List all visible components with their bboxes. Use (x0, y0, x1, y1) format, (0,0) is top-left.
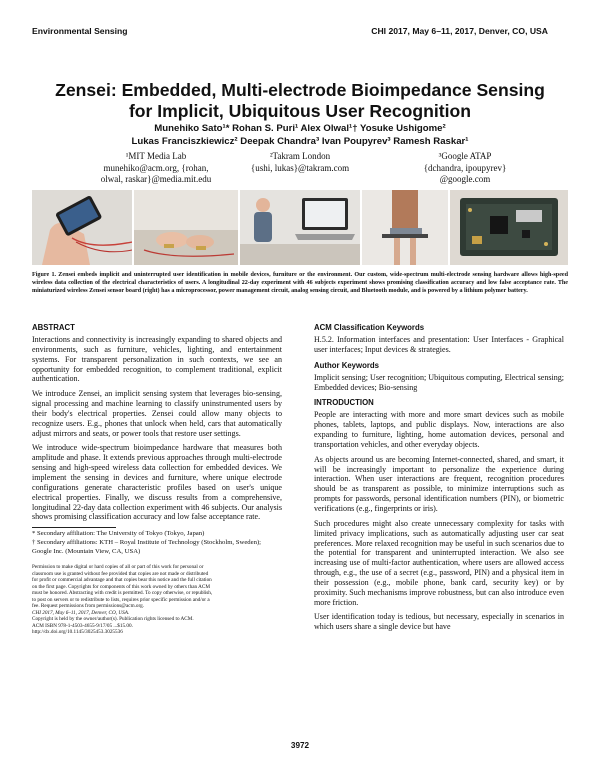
figure-caption: Figure 1. Zensei embeds implicit and uninterrupted user identification in mobile devices, furniture or the environment. Our custom, wide-spectrum multi-electrode sensing hardware allows high-speed wireless data collection of the electrical characteristics of users. A longitudinal 22-day experiment with 46 subjects experiment shows promising classification accuracy and low false acceptance rate. The miniaturized wireless Zensei sensor board (right) has a microprocessor, power management circuit, analog sensing circuit, and Bluetooth module, and is powered by a lithium polymer battery. (32, 272, 568, 295)
permission-line: CHI 2017, May 6–11, 2017, Denver, CO, USA. (32, 609, 130, 616)
permission-line: classroom use is granted without fee provided that copies are not made or distributed (32, 570, 209, 577)
section-heading-introduction: INTRODUCTION (314, 398, 374, 408)
running-header-left: Environmental Sensing (32, 26, 128, 36)
affiliation-mit (86, 151, 226, 186)
intro-paragraph: As objects around us are becoming Internet-connected, shared, and smart, it will be increasingly important to personalize the experience during interaction. When user interactions are frequent, recognition procedures should be as transparent as possible, to minimize interruptions such as prompts for passwords, personal identification numbers (PIN), or biometric verifications (e.g., fingerprints or iris). (314, 454, 564, 513)
affiliation-google (400, 151, 530, 186)
permission-line: for profit or commercial advantage and that copies bear this notice and the full citation (32, 577, 212, 584)
affiliation-name: ²Takram London (269, 151, 331, 161)
permission-line: to post on servers or to redistribute to lists, requires prior specific permission and/or a (32, 596, 210, 603)
photo-phone-in-hand (32, 190, 132, 265)
intro-paragraph: People are interacting with more and more smart devices such as mobile phones, tablets, laptops, and public displays. Now, interactions are also expanding to furniture, lighting, home automation devices, personal and transportation vehicles, and other everyday objects. (314, 410, 564, 449)
affiliation-email: olwal, raskar}@media.mit.edu (100, 174, 212, 184)
photo-sensor-board (450, 190, 568, 265)
footnote: † Secondary affiliations: KTH – Royal Institute of Technology (Stockholm, Sweden); Google Inc. (Mountain View, CA, USA) (32, 539, 262, 555)
affiliation-name: ³Google ATAP (438, 151, 492, 161)
permission-line: fee. Request permissions from permissions@acm.org. (32, 603, 145, 610)
affiliation-email: {ushi, lukas}@takram.com (250, 162, 350, 173)
intro-paragraph: User identification today is tedious, but necessary, especially in scenarios in which users share a single device but have (314, 612, 564, 632)
footnote: * Secondary affiliation: The University of Tokyo (Tokyo, Japan) (32, 530, 205, 538)
affiliation-name: ¹MIT Media Lab (125, 151, 187, 161)
intro-paragraph: Such procedures might also create unnecessary complexity for tasks with limited privacy implications, such as automatically adjusting user car seat preferences. More relaxed recognition may be useful in such scenarios due to the potential for transparent and uninterrupted interaction. We also see increasing use of multi-factor authentication, where users are allowed access through, e.g., the use of a secret (e.g., password, PIN) and a physical item in their possession (e.g., mobile phone, bank card, security key) or by proximity. Such mechanisms improve robustness, but can also introduce even more friction. (314, 518, 564, 607)
section-heading-abstract: ABSTRACT (32, 323, 75, 332)
title-line: Zensei: Embedded, Multi-electrode Bioimpedance Sensing (55, 80, 545, 100)
page-number: 3972 (290, 741, 310, 750)
figure-1 (32, 190, 568, 265)
keywords-text: Implicit sensing; User recognition; Ubiquitous computing, Electrical sensing; Embedded devices; Bio-sensing (314, 372, 564, 392)
abstract-paragraph: Interactions and connectivity is increasingly expanding to shared objects and environments, such as furniture, vehicles, lighting, and entertainment systems. For transparent personalization in such contexts, we see an opportunity for embedded recognition, to complement traditional, explicit authentication. (32, 335, 282, 384)
abstract-paragraph: We introduce wide-spectrum bioimpedance hardware that measures both amplitude and phase. It extends previous approaches through multi-electrode sensing and high-speed wireless data collection for embedded devices. We implement the sensing in devices and furniture, where unique electrode configurations generate characteristic profiles based on user's unique electrical properties. Finally, we discuss results from a comprehensive, longitudinal 22-day data collection experiment with 46 subjects. Our analysis shows promising classification accuracy and low false acceptance rate. (32, 443, 282, 522)
abstract-paragraph: We introduce Zensei, an implicit sensing system that leverages bio-sensing, signal processing and machine learning to classify uninstrumented users by their body's electrical properties. Zensei could allow many objects to recognize users. E.g., phones that unlock when held, cars that automatically adjust mirrors and seats, or power tools that restore user settings. (32, 389, 282, 438)
right-column (314, 322, 564, 637)
running-header-right: CHI 2017, May 6–11, 2017, Denver, CO, USA (371, 26, 548, 36)
permission-line: must be honored. Abstracting with credit is permitted. To copy otherwise, or republish, (32, 590, 213, 597)
permission-block (32, 564, 282, 636)
affiliation-email: {dchandra, ipoupyrev} (423, 162, 507, 173)
photo-chair-seat (362, 190, 448, 265)
title-line: for Implicit, Ubiquitous User Recognition (128, 101, 472, 121)
photo-hands-on-table (134, 190, 238, 265)
permission-line: ACM ISBN 978-1-4503-4655-9/17/05 ...$15.00. (32, 622, 133, 629)
affiliation-takram (230, 151, 370, 174)
affiliation-email: munehiko@acm.org, {rohan, (103, 162, 209, 173)
permission-line: on the first page. Copyrights for components of this work owned by others than ACM (32, 583, 210, 590)
author-row: Lukas Franciszkiewicz² Deepak Chandra³ Ivan Poupyrev³ Ramesh Raskar¹ (131, 136, 469, 147)
ccs-text: H.5.2. Information interfaces and presentation: User Interfaces - Graphical user interfaces; Input devices & strategies. (314, 335, 564, 354)
author-row: Munehiko Sato¹* Rohan S. Puri¹ Alex Olwal¹† Yosuke Ushigome² (154, 123, 446, 134)
affiliation-email: @google.com (439, 174, 491, 184)
permission-line: Permission to make digital or hard copies of all or part of this work for personal or (32, 564, 204, 571)
footnote-divider (32, 527, 116, 528)
section-heading-keywords: Author Keywords (314, 360, 379, 370)
permission-line: Copyright is held by the owner/author(s). Publication rights licensed to ACM. (32, 616, 194, 623)
section-heading-ccs: ACM Classification Keywords (314, 323, 425, 332)
photo-laptop-demo (240, 190, 360, 265)
left-column (32, 322, 282, 636)
permission-line[interactable]: http://dx.doi.org/10.1145/3025453.3025536 (32, 629, 123, 636)
paper-title (30, 80, 570, 122)
